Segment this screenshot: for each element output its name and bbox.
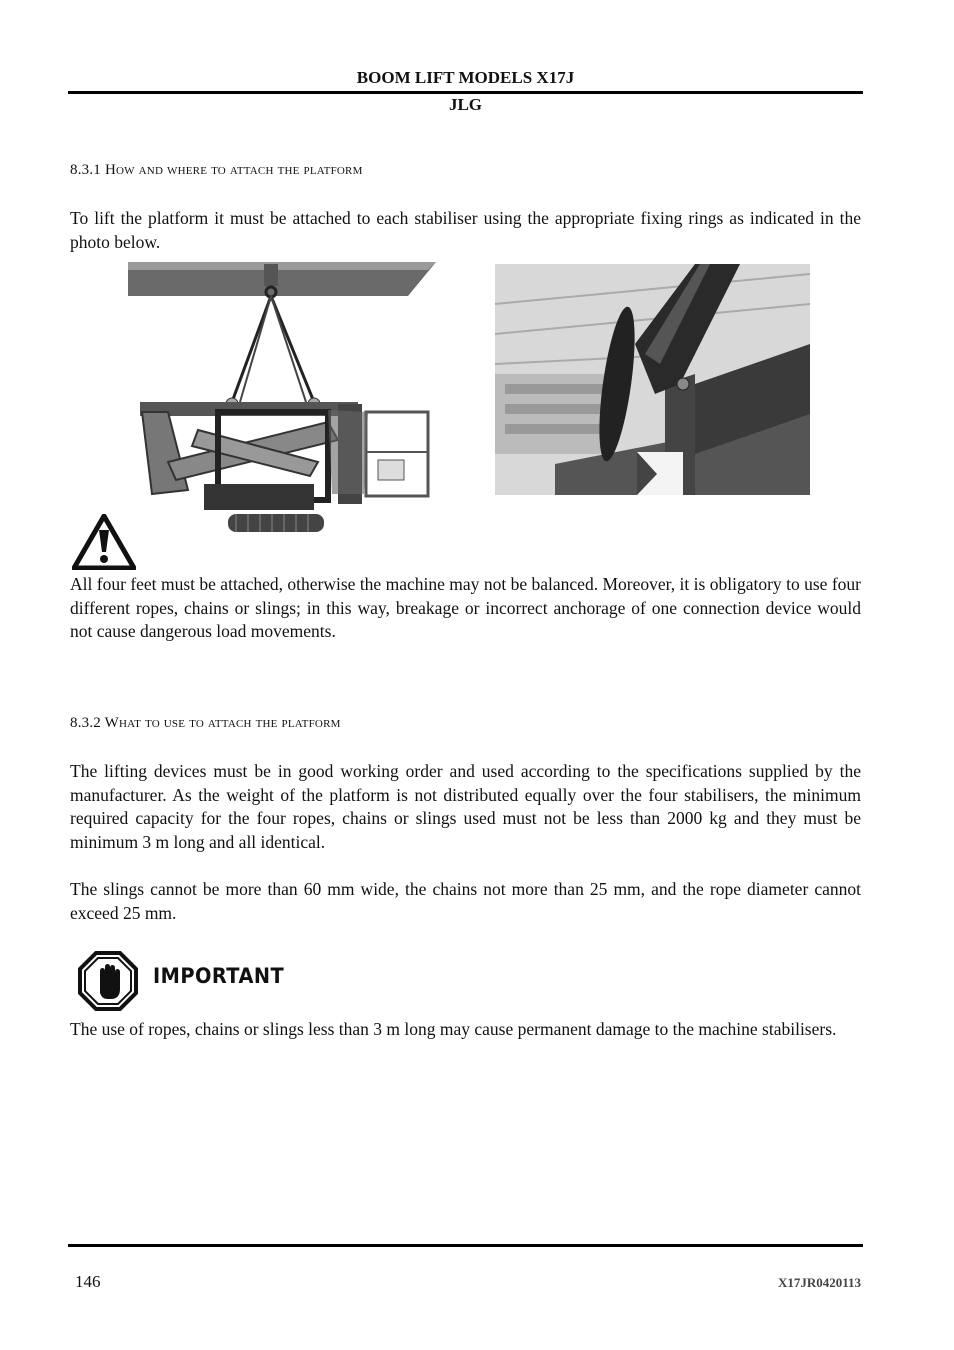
suspended-platform-photo — [128, 262, 436, 536]
document-title: BOOM LIFT MODELS X17J — [356, 68, 575, 87]
warning-paragraph: All four feet must be attached, otherwise the machine may not be balanced. Moreover, it is obligatory to use four different ropes, chains or slings; in this way, breakage or incorrect anchorage of one connection device would not cause dangerous load movements. — [70, 574, 861, 641]
lifting-devices-paragraph: The lifting devices must be in good working order and used according to the specifications supplied by the manufacturer. As the weight of the platform is not distributed equally over the four stabilisers, the minimum required capacity for the four ropes, chains or slings used must not be less than 2000 kg and they must be minimum 3 m long and all identical. — [70, 761, 861, 852]
header-rule — [68, 91, 863, 94]
important-paragraph: The use of ropes, chains or slings less than 3 m long may cause permanent damage to the machine stabilisers. — [70, 1019, 837, 1039]
intro-paragraph: To lift the platform it must be attached to each stabiliser using the appropriate fixing rings as indicated in the photo below. — [70, 208, 861, 252]
sling-dimensions-paragraph: The slings cannot be more than 60 mm wide, the chains not more than 25 mm, and the rope diameter cannot exceed 25 mm. — [70, 879, 861, 923]
document-code: X17JR0420113 — [777, 1275, 861, 1290]
stop-hand-icon — [78, 951, 138, 1011]
warning-triangle-icon — [72, 514, 136, 570]
important-label: IMPORTANT — [153, 964, 285, 988]
footer-rule — [68, 1244, 863, 1247]
brand-name: JLG — [448, 95, 483, 114]
page-number: 146 — [75, 1272, 101, 1291]
fixing-ring-photo — [495, 264, 810, 495]
section-heading-8-3-1: 8.3.1 How and where to attach the platform — [70, 162, 363, 178]
section-heading-8-3-2: 8.3.2 What to use to attach the platform — [70, 715, 341, 731]
